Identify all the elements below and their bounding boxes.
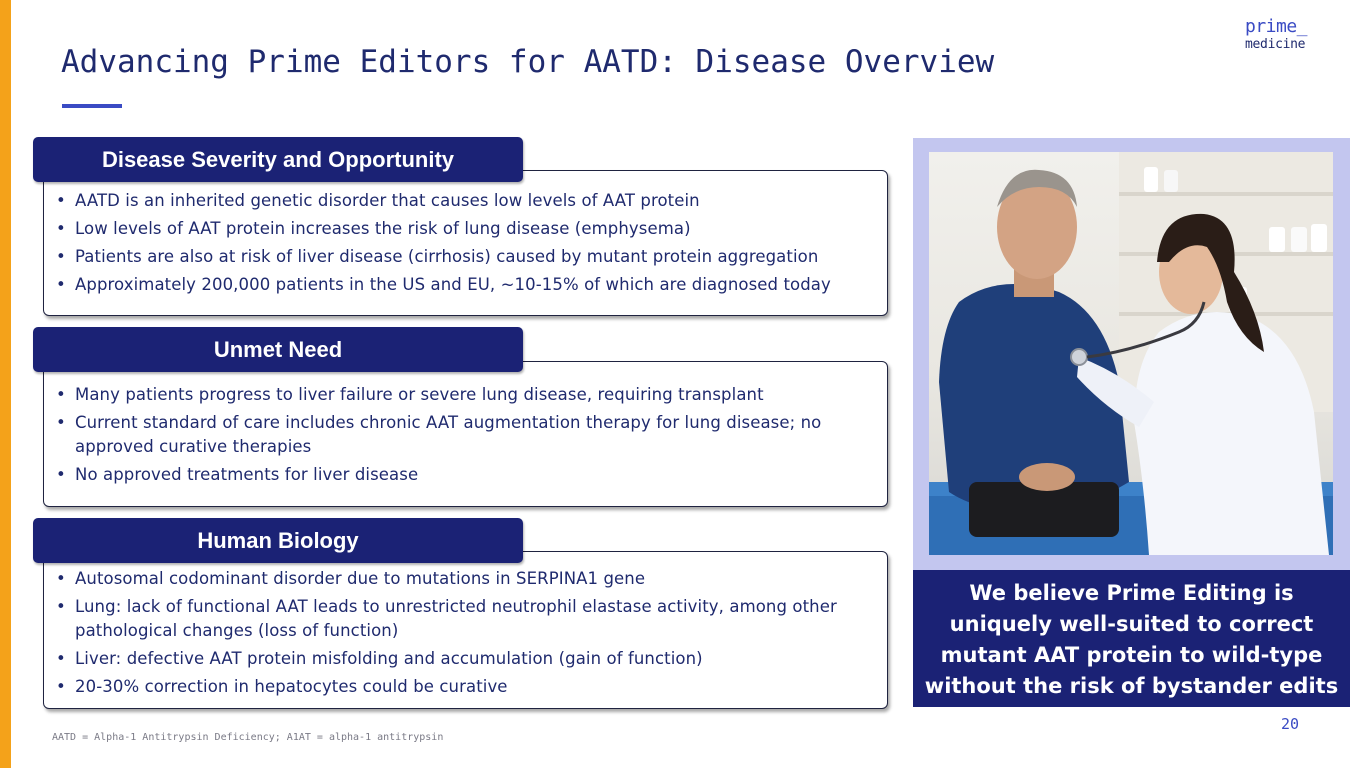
- bullet-item: • Approximately 200,000 patients in the US and EU, ~10-15% of which are diagnosed today: [44, 273, 887, 297]
- bullet-item: • Patients are also at risk of liver disease (cirrhosis) caused by mutant protein aggregation: [44, 245, 887, 269]
- callout-statement: We believe Prime Editing is uniquely well-suited to correct mutant AAT protein to wild-type without the risk of bystander edits: [913, 570, 1350, 707]
- bullet-item: • Liver: defective AAT protein misfolding and accumulation (gain of function): [44, 647, 887, 671]
- page-title: Advancing Prime Editors for AATD: Disease Overview: [61, 44, 995, 80]
- doctor-patient-photo: [929, 152, 1333, 555]
- section-heading: Unmet Need: [33, 327, 523, 372]
- bullet-item: • Autosomal codominant disorder due to mutations in SERPINA1 gene: [44, 567, 887, 591]
- logo-line-2: medicine: [1245, 37, 1306, 52]
- logo-line-1: prime_: [1245, 16, 1308, 37]
- bullet-list: [44, 567, 887, 699]
- bullet-item: • No approved treatments for liver disease: [44, 463, 887, 487]
- bullet-item: • AATD is an inherited genetic disorder that causes low levels of AAT protein: [44, 189, 887, 213]
- section-disease-severity: [43, 170, 888, 316]
- section-heading: Disease Severity and Opportunity: [33, 137, 523, 182]
- bullet-list: [44, 189, 887, 297]
- section-unmet-need: [43, 361, 888, 507]
- bullet-item: • Current standard of care includes chronic AAT augmentation therapy for lung disease; no approved curative therapies: [44, 411, 887, 459]
- bullet-item: • Lung: lack of functional AAT leads to unrestricted neutrophil elastase activity, among other pathological changes (loss of function): [44, 595, 887, 643]
- page-number: 20: [1281, 715, 1300, 733]
- doctor-patient-illustration: [929, 152, 1333, 555]
- photo-frame: [913, 138, 1350, 570]
- bullet-item: • 20-30% correction in hepatocytes could be curative: [44, 675, 887, 699]
- bullet-item: • Low levels of AAT protein increases the risk of lung disease (emphysema): [44, 217, 887, 241]
- bullet-item: • Many patients progress to liver failure or severe lung disease, requiring transplant: [44, 383, 887, 407]
- bullet-list: [44, 383, 887, 487]
- footnote: AATD = Alpha-1 Antitrypsin Deficiency; A1AT = alpha-1 antitrypsin: [52, 732, 444, 743]
- accent-bar: [0, 0, 11, 768]
- prime-medicine-logo: [1245, 18, 1307, 51]
- section-human-biology: [43, 551, 888, 709]
- section-heading: Human Biology: [33, 518, 523, 563]
- title-underline: [62, 104, 122, 108]
